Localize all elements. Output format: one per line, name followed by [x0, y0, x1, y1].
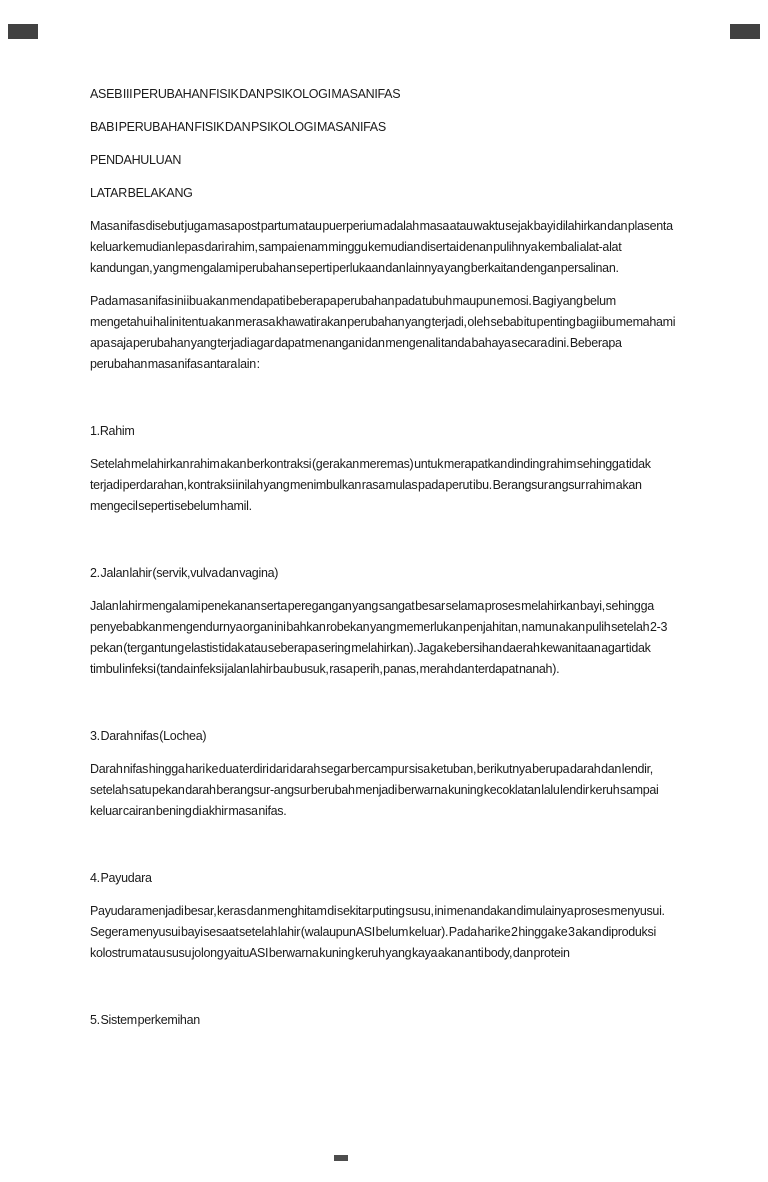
section-5-heading: 5. Sistem perkemihan — [90, 1013, 200, 1027]
page-corner-artifact-left — [8, 24, 38, 39]
pendahuluan-heading: PENDAHULUAN — [90, 153, 182, 167]
section-3-paragraph: Darah nifas hingga hari ke dua terdiri dari darah segar bercampur sisa ketuban, berikutnya berupa darah dan lendir, setelah satu pekan darah berangsur-angsur berubah menjadi berwarna kuning kecoklatan lalu lendir keruh sampai keluar cairan bening di akhir masa nifas. — [90, 762, 659, 818]
section-4-heading: 4. Payudara — [90, 871, 152, 885]
document-body — [90, 84, 678, 1043]
latar-belakang-heading: LATAR BELAKANG — [90, 186, 193, 200]
intro-paragraph-2: Pada masa nifas ini ibu akan mendapati beberapa perubahan pada tubuh maupun emosi. Bagi yang belum mengetahui hal ini tentu akan merasa khawatir akan perubahan yang terjadi, oleh sebab itu penting bagi ibu memahami apa saja perubahan yang terjadi agar dapat menangani dan mengenali tanda bahaya secara dini. Beberapa perubahan masa nifas antara lain : — [90, 294, 676, 371]
intro-paragraph-1: Masa nifas disebut juga masa post partum atau puerperium adalah masa atau waktu sejak bayi dilahirkan dan plasenta keluar kemudian lepas dari rahim, sampai enam minggu kemudian disertai denan pulihnya kembali alat-alat kandungan, yang mengalami perubahan seperti perlukaan dan lainnya yang berkaitan dengan persalinan. — [90, 219, 673, 275]
page-bottom-artifact — [334, 1155, 348, 1161]
page-corner-artifact-right — [730, 24, 760, 39]
chapter-heading: BAB I PERUBAHAN FISIK DAN PSIKOLOGI MASA NIFAS — [90, 120, 386, 134]
section-1-heading: 1.Rahim — [90, 424, 135, 438]
section-2-heading: 2. Jalan lahir (servik,vulva dan vagina) — [90, 566, 279, 580]
doc-title: ASEB III PERUBAHAN FISIK DAN PSIKOLOGI MASA NIFAS — [90, 87, 401, 101]
section-2-paragraph: Jalan lahir mengalami penekanan serta peregangan yang sangat besar selama proses melahirkan bayi, sehingga penyebabkan mengendurnya organ ini bahkan robekan yang memerlukan penjahitan, namun akan pulih setelah 2-3 pekan (tergantung elastis tidak atau seberapa sering melahirkan). Jaga kebersihan daerah kewanitaan agar tidak timbul infeksi (tanda infeksi jalan lahir bau busuk, rasa perih, panas, merah dan terdapat nanah). — [90, 599, 668, 676]
section-4-paragraph: Payudara menjadi besar, keras dan menghitam di sekitar puting susu, ini menandakan dimulainya proses menyusui. Segera menyusui bayi sesaat setelah lahir (walaupun ASI belum keluar). Pada hari ke 2 hingga ke 3 akan diproduksi kolostrum atau susu jolong yaitu ASI berwarna kuning keruh yang kaya akan anti body, dan protein — [90, 904, 665, 960]
section-1-paragraph: Setelah melahirkan rahim akan berkontraksi (gerakan meremas) untuk merapatkan dinding rahim sehingga tidak terjadi perdarahan, kontraksi inilah yang menimbulkan rasa mulas pada perut ibu. Berangsur angsur rahim akan mengecil seperti sebelum hamil. — [90, 457, 651, 513]
section-3-heading: 3. Darah nifas (Lochea) — [90, 729, 207, 743]
